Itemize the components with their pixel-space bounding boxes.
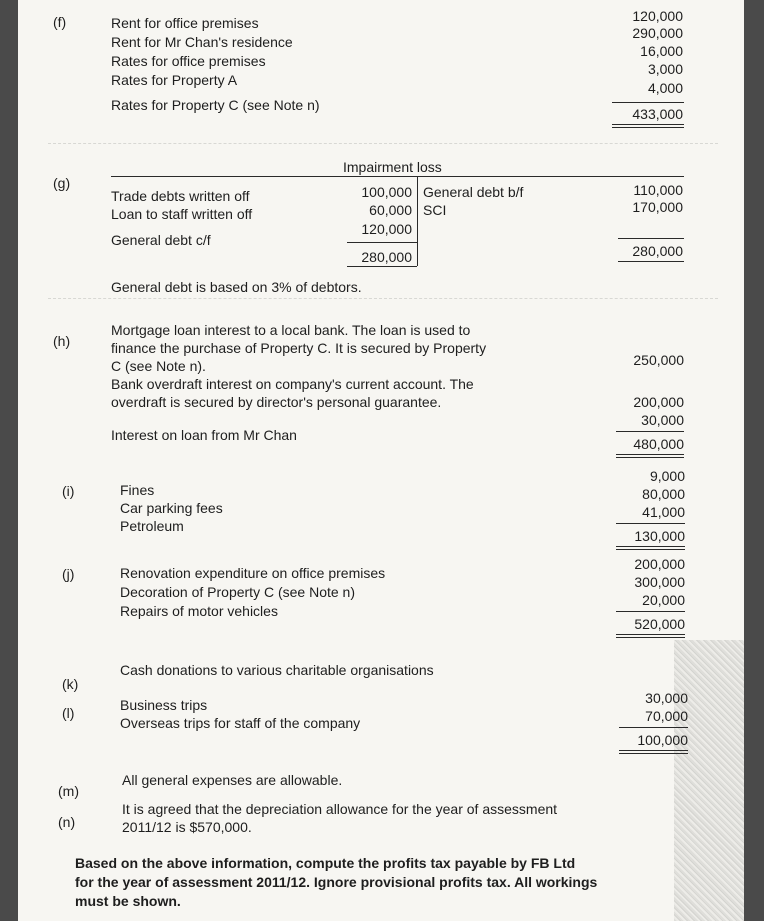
g-right-item-2: SCI [423,202,447,218]
l-value-2: 70,000 [645,708,688,724]
g-account-title: Impairment loss [343,159,442,175]
g-left-item-2: Loan to staff written off [111,206,253,222]
g-account-top-rule [111,176,684,177]
g-right-item-1: General debt b/f [423,184,524,200]
f-item-2: Rent for Mr Chan's residence [111,34,293,50]
f-total-double-rule [612,124,684,128]
g-left-item-3: General debt c/f [111,232,211,248]
j-subtotal-rule [616,611,685,612]
g-left-value-1: 100,000 [361,184,412,200]
f-item-1: Rent for office premises [111,15,259,31]
l-total: 100,000 [637,732,688,748]
item-label-g: (g) [53,175,71,191]
section-separator [48,298,718,300]
h-value-3: 30,000 [641,412,684,428]
g-right-subtotal-rule [618,238,684,239]
item-label-l: (l) [62,705,75,721]
j-item-2: Decoration of Property C (see Note n) [120,584,355,600]
h-line-2: finance the purchase of Property C. It is secured by Property [111,340,487,356]
g-right-total: 280,000 [632,243,683,259]
h-total-double-rule [616,454,684,458]
h-line-1: Mortgage loan interest to a local bank. The loan is used to [111,322,471,338]
h-value-1: 250,000 [633,352,684,368]
document-page [18,0,744,921]
m-text: All general expenses are allowable. [122,772,343,788]
g-left-subtotal-rule [347,242,417,243]
item-label-n: (n) [58,814,76,830]
l-item-1: Business trips [120,697,208,713]
l-total-double-rule [619,750,688,754]
l-value-1: 30,000 [645,690,688,706]
item-label-j: (j) [62,566,75,582]
item-label-k: (k) [62,676,79,692]
f-item-3: Rates for office premises [111,53,266,69]
f-item-5: Rates for Property C (see Note n) [111,97,320,113]
i-total-double-rule [616,546,685,550]
n-line-2: 2011/12 is $570,000. [122,819,252,835]
g-note: General debt is based on 3% of debtors. [111,279,362,295]
g-left-item-1: Trade debts written off [111,188,250,204]
i-value-2: 80,000 [642,486,685,502]
g-left-total: 280,000 [361,249,412,265]
i-item-1: Fines [120,482,155,498]
h-total: 480,000 [633,436,684,452]
i-item-2: Car parking fees [120,500,223,516]
f-subtotal-rule [612,102,684,103]
g-left-value-2: 60,000 [369,202,412,218]
item-label-m: (m) [58,783,79,799]
question-line-3: must be shown. [75,893,181,909]
item-label-i: (i) [62,483,75,499]
j-value-3: 20,000 [642,592,685,608]
g-right-value-2: 170,000 [632,199,683,215]
h-subtotal-rule [616,431,684,432]
section-separator [48,143,718,145]
item-label-h: (h) [53,333,71,349]
f-value-2: 290,000 [632,25,683,41]
j-value-2: 300,000 [634,574,685,590]
h-line-3: C (see Note n). [111,358,206,374]
l-item-2: Overseas trips for staff of the company [120,715,361,731]
j-total: 520,000 [634,616,685,632]
h-line-6: Interest on loan from Mr Chan [111,427,297,443]
j-item-3: Repairs of motor vehicles [120,603,278,619]
f-value-1: 120,000 [632,8,683,24]
question-line-2: for the year of assessment 2011/12. Ignore provisional profits tax. All workings [75,874,598,890]
i-item-3: Petroleum [120,518,184,534]
g-left-value-3: 120,000 [361,221,412,237]
f-item-4: Rates for Property A [111,72,238,88]
h-line-5: overdraft is secured by director's personal guarantee. [111,394,442,410]
j-total-double-rule [616,634,685,638]
f-total: 433,000 [632,106,683,122]
g-right-value-1: 110,000 [633,182,683,198]
i-total: 130,000 [634,528,685,544]
j-value-1: 200,000 [634,556,685,572]
h-value-2: 200,000 [633,394,684,410]
i-subtotal-rule [616,523,685,524]
g-account-divider [417,177,418,266]
j-item-1: Renovation expenditure on office premises [120,565,386,581]
i-value-3: 41,000 [642,504,685,520]
f-value-4: 3,000 [647,61,683,77]
g-left-total-rule [347,266,417,267]
h-line-4: Bank overdraft interest on company's current account. The [111,376,474,392]
f-value-3: 16,000 [640,43,683,59]
g-right-total-rule [618,261,684,262]
n-line-1: It is agreed that the depreciation allowance for the year of assessment [122,801,558,817]
i-value-1: 9,000 [649,468,685,484]
f-value-5: 4,000 [647,80,683,96]
k-text: Cash donations to various charitable organisations [120,662,434,678]
question-line-1: Based on the above information, compute the profits tax payable by FB Ltd [75,855,576,871]
l-subtotal-rule [619,727,688,728]
item-label-f: (f) [53,14,67,30]
scan-artifact [674,640,744,921]
